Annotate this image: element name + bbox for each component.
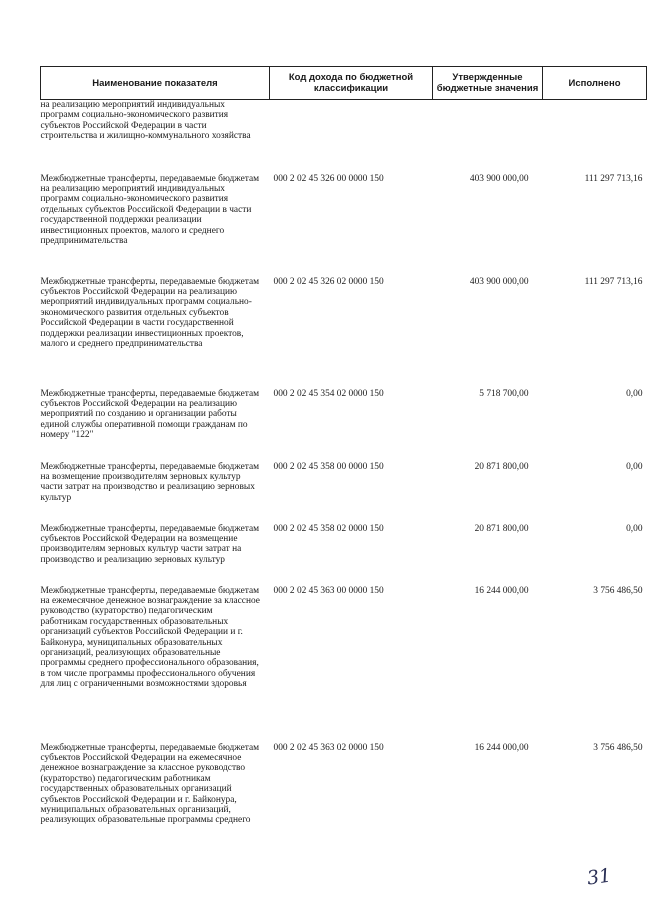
- row-executed: 111 297 713,16: [584, 276, 643, 287]
- row-approved: 403 900 000,00: [469, 276, 529, 287]
- row-code: 000 2 02 45 363 00 0000 150: [273, 585, 384, 596]
- row-name: на реализацию мероприятий индивидуальных программ социально-экономического развития субъектов Российской Федерации в части строительства и жилищно-коммунального хозяйства: [40, 100, 251, 142]
- row-executed: 0,00: [626, 388, 643, 399]
- table-row: [41, 586, 647, 743]
- row-approved: 20 871 800,00: [474, 523, 529, 534]
- table-row: [41, 389, 647, 462]
- row-code: 000 2 02 45 354 02 0000 150: [273, 388, 384, 399]
- header-name: Наименование показателя: [41, 67, 270, 100]
- row-code: 000 2 02 45 326 02 0000 150: [273, 276, 384, 287]
- row-approved: 16 244 000,00: [474, 585, 529, 596]
- budget-execution-table: [40, 66, 647, 868]
- table-row: [41, 277, 647, 389]
- row-code: 000 2 02 45 358 00 0000 150: [273, 461, 384, 472]
- row-approved: [433, 100, 543, 174]
- row-approved: 20 871 800,00: [474, 461, 529, 472]
- row-approved: 5 718 700,00: [479, 388, 529, 399]
- table-body: [41, 100, 647, 868]
- header-code: Код дохода по бюджетной классификации: [270, 67, 433, 100]
- row-code: 000 2 02 45 358 02 0000 150: [273, 523, 384, 534]
- table-row: [41, 174, 647, 277]
- table-row: [41, 743, 647, 868]
- row-name: Межбюджетные трансферты, передаваемые бюджетам субъектов Российской Федерации на ежемесячное денежное вознаграждение за классное руководство (кураторство) педагогическим работникам государственных образовательных организаций субъектов Российской Федерации и г. Байконура, муниципальных образовательных организаций, реализующих образовательные программы среднего: [40, 742, 260, 826]
- row-code: [270, 100, 433, 174]
- row-executed: 0,00: [626, 523, 643, 534]
- table-row: [41, 100, 647, 174]
- header-executed: Исполнено: [543, 67, 647, 100]
- row-code: 000 2 02 45 363 02 0000 150: [273, 742, 384, 753]
- header-row: [41, 67, 647, 100]
- row-name: Межбюджетные трансферты, передаваемые бюджетам на реализацию мероприятий индивидуальных программ социально-экономического развития отдельных субъектов Российской Федерации в части государственной поддержки реализации инвестиционных проектов, малого и среднего предпринимательства: [40, 173, 260, 246]
- page-number: 31: [585, 864, 613, 890]
- table-header: [41, 67, 647, 100]
- row-name: Межбюджетные трансферты, передаваемые бюджетам субъектов Российской Федерации на реализацию мероприятий индивидуальных программ социально-экономического развития отдельных субъектов Российской Федерации в части государственной поддержки реализации инвестиционных проектов, малого и среднего предпринимательства: [40, 276, 260, 349]
- row-name: Межбюджетные трансферты, передаваемые бюджетам субъектов Российской Федерации на реализацию мероприятий по созданию и организации работы единой службы оперативной помощи гражданам по номеру "122": [40, 388, 260, 441]
- table-row: [41, 524, 647, 586]
- budget-table-container: [40, 66, 643, 868]
- table-row: [41, 462, 647, 524]
- row-executed: 3 756 486,50: [593, 585, 643, 596]
- row-approved: 16 244 000,00: [474, 742, 529, 753]
- row-executed: 3 756 486,50: [593, 742, 643, 753]
- row-name: Межбюджетные трансферты, передаваемые бюджетам на ежемесячное денежное вознаграждение за классное руководство (кураторство) педагогическим работникам государственных образовательных организаций субъектов Российской Федерации и г. Байконура, муниципальных образовательных организаций, реализующих образовательные программы среднего профессионального образования, в том числе программы профессионального обучения для лиц с ограниченными возможностями здоровья: [40, 585, 260, 690]
- row-approved: 403 900 000,00: [469, 173, 529, 184]
- row-executed: 0,00: [626, 461, 643, 472]
- row-name: Межбюджетные трансферты, передаваемые бюджетам на возмещение производителям зерновых культур части затрат на производство и реализацию зерновых культур: [40, 461, 260, 503]
- row-executed: 111 297 713,16: [584, 173, 643, 184]
- header-approved: Утвержденные бюджетные значения: [433, 67, 543, 100]
- row-executed: [543, 100, 647, 174]
- row-code: 000 2 02 45 326 00 0000 150: [273, 173, 384, 184]
- row-name: Межбюджетные трансферты, передаваемые бюджетам субъектов Российской Федерации на возмещение производителям зерновых культур части затрат на производство и реализацию зерновых культур: [40, 523, 260, 565]
